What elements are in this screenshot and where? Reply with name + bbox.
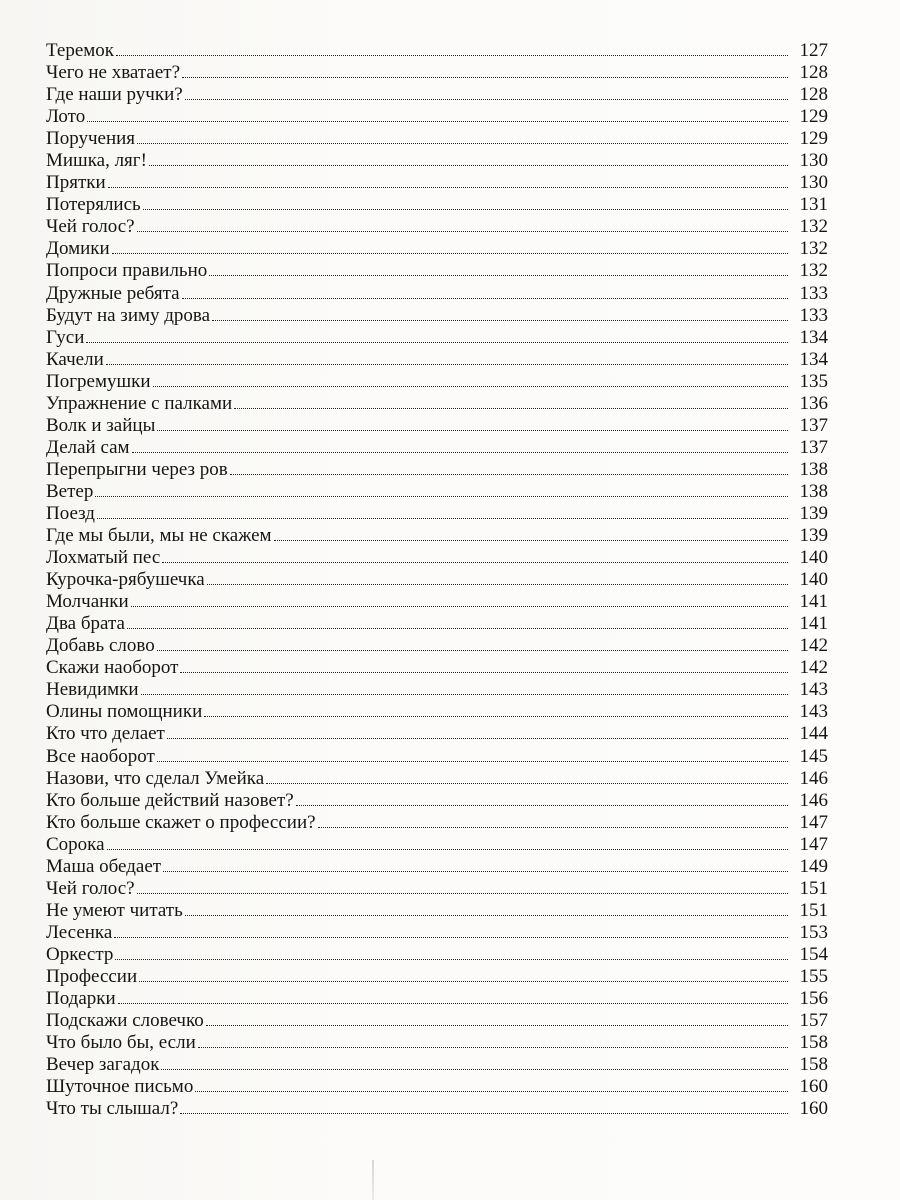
dot-leader bbox=[162, 561, 788, 563]
toc-entry bbox=[46, 635, 828, 657]
toc-entry-title: Что ты слышал? bbox=[46, 1098, 179, 1120]
toc-entry bbox=[46, 238, 828, 260]
toc-entry bbox=[46, 283, 828, 305]
toc-entry-page-number: 128 bbox=[799, 62, 828, 84]
toc-entry bbox=[46, 922, 828, 944]
dot-leader bbox=[127, 627, 788, 629]
toc-entry bbox=[46, 481, 828, 503]
toc-entry-title: Шуточное письмо bbox=[46, 1076, 194, 1098]
toc-entry-page-number: 149 bbox=[799, 855, 828, 877]
dot-leader bbox=[137, 142, 788, 144]
dot-leader bbox=[266, 782, 788, 784]
dot-leader bbox=[149, 164, 788, 166]
dot-leader bbox=[182, 76, 788, 78]
toc-entry-page-number: 133 bbox=[799, 282, 828, 304]
dot-leader bbox=[107, 848, 788, 850]
dot-leader bbox=[87, 120, 788, 122]
toc-entry bbox=[46, 768, 828, 790]
dot-leader bbox=[86, 341, 788, 343]
toc-entry bbox=[46, 128, 828, 150]
toc-entry-title: Качели bbox=[46, 348, 104, 370]
dot-leader bbox=[318, 826, 788, 828]
dot-leader bbox=[234, 407, 788, 409]
toc-entry-page-number: 134 bbox=[799, 326, 828, 348]
toc-entry-title: Делай сам bbox=[46, 436, 130, 458]
toc-entry-title: Перепрыгни через ров bbox=[46, 458, 228, 480]
toc-entry-page-number: 130 bbox=[799, 150, 828, 172]
dot-leader bbox=[230, 473, 788, 475]
toc-entry-page-number: 132 bbox=[799, 238, 828, 260]
toc-entry-title: Теремок bbox=[46, 40, 115, 61]
toc-entry bbox=[46, 900, 828, 922]
toc-entry-title: Где мы были, мы не скажем bbox=[46, 525, 272, 547]
toc-entry bbox=[46, 349, 828, 371]
table-of-contents bbox=[46, 40, 828, 1120]
toc-entry-title: Два брата bbox=[46, 613, 125, 635]
toc-entry-page-number: 147 bbox=[799, 811, 828, 833]
dot-leader bbox=[114, 936, 788, 938]
toc-entry-title: Лото bbox=[46, 106, 86, 128]
toc-entry-page-number: 146 bbox=[799, 767, 828, 789]
toc-entry-title: Прятки bbox=[46, 172, 106, 194]
toc-entry bbox=[46, 591, 828, 613]
toc-entry bbox=[46, 503, 828, 525]
toc-entry bbox=[46, 194, 828, 216]
toc-entry-page-number: 127 bbox=[799, 40, 828, 61]
toc-entry-title: Упражнение с палками bbox=[46, 392, 233, 414]
toc-entry-page-number: 153 bbox=[799, 921, 828, 943]
dot-leader bbox=[116, 54, 788, 56]
toc-entry bbox=[46, 415, 828, 437]
dot-leader bbox=[153, 385, 789, 387]
toc-entry bbox=[46, 40, 828, 62]
dot-leader bbox=[204, 715, 788, 717]
toc-entry-page-number: 160 bbox=[799, 1076, 828, 1098]
toc-entry bbox=[46, 437, 828, 459]
toc-entry bbox=[46, 723, 828, 745]
dot-leader bbox=[143, 208, 788, 210]
toc-entry-page-number: 156 bbox=[799, 988, 828, 1010]
toc-entry bbox=[46, 966, 828, 988]
toc-entry-title: Поручения bbox=[46, 128, 136, 150]
toc-entry bbox=[46, 1076, 828, 1098]
dot-leader bbox=[198, 1046, 788, 1048]
dot-leader bbox=[108, 186, 788, 188]
toc-entry-title: Волк и зайцы bbox=[46, 414, 156, 436]
toc-entry-page-number: 147 bbox=[799, 833, 828, 855]
toc-entry-page-number: 158 bbox=[799, 1032, 828, 1054]
toc-entry bbox=[46, 1032, 828, 1054]
toc-entry-title: Попроси правильно bbox=[46, 260, 208, 282]
toc-entry-title: Дружные ребята bbox=[46, 282, 180, 304]
toc-entry-page-number: 141 bbox=[799, 591, 828, 613]
dot-leader bbox=[132, 451, 788, 453]
toc-entry-title: Поезд bbox=[46, 502, 95, 524]
toc-entry bbox=[46, 1054, 828, 1076]
dot-leader bbox=[139, 980, 788, 982]
toc-entry-title: Мишка, ляг! bbox=[46, 150, 147, 172]
dot-leader bbox=[209, 274, 788, 276]
toc-entry-page-number: 135 bbox=[799, 370, 828, 392]
dot-leader bbox=[137, 230, 788, 232]
toc-entry-page-number: 140 bbox=[799, 547, 828, 569]
toc-entry bbox=[46, 327, 828, 349]
dot-leader bbox=[185, 914, 788, 916]
toc-entry bbox=[46, 790, 828, 812]
toc-entry-page-number: 151 bbox=[799, 877, 828, 899]
toc-entry bbox=[46, 1010, 828, 1032]
toc-entry bbox=[46, 834, 828, 856]
toc-entry bbox=[46, 84, 828, 106]
toc-entry-title: Кто больше скажет о профессии? bbox=[46, 811, 316, 833]
toc-entry bbox=[46, 106, 828, 128]
toc-entry-title: Погремушки bbox=[46, 370, 151, 392]
toc-entry-title: Будут на зиму дрова bbox=[46, 304, 211, 326]
dot-leader bbox=[131, 605, 788, 607]
toc-entry-page-number: 144 bbox=[799, 723, 828, 745]
toc-entry-title: Не умеют читать bbox=[46, 899, 183, 921]
toc-entry-page-number: 138 bbox=[799, 480, 828, 502]
toc-entry-page-number: 129 bbox=[799, 106, 828, 128]
toc-entry-page-number: 133 bbox=[799, 304, 828, 326]
toc-entry bbox=[46, 393, 828, 415]
toc-entry bbox=[46, 878, 828, 900]
dot-leader bbox=[115, 958, 788, 960]
toc-entry-title: Маша обедает bbox=[46, 855, 162, 877]
page-fold-mark bbox=[372, 1160, 374, 1200]
toc-entry-page-number: 143 bbox=[799, 679, 828, 701]
toc-entry bbox=[46, 569, 828, 591]
dot-leader bbox=[106, 363, 788, 365]
toc-entry-page-number: 139 bbox=[799, 525, 828, 547]
toc-entry-page-number: 142 bbox=[799, 635, 828, 657]
toc-entry-title: Кто что делает bbox=[46, 723, 165, 745]
toc-entry-page-number: 139 bbox=[799, 502, 828, 524]
toc-entry bbox=[46, 62, 828, 84]
toc-entry-page-number: 154 bbox=[799, 943, 828, 965]
toc-entry bbox=[46, 657, 828, 679]
dot-leader bbox=[137, 892, 788, 894]
toc-entry-title: Сорока bbox=[46, 833, 105, 855]
toc-entry-title: Вечер загадок bbox=[46, 1054, 160, 1076]
dot-leader bbox=[97, 517, 788, 519]
dot-leader bbox=[163, 870, 788, 872]
toc-entry-page-number: 158 bbox=[799, 1054, 828, 1076]
toc-entry bbox=[46, 988, 828, 1010]
toc-entry-page-number: 132 bbox=[799, 260, 828, 282]
dot-leader bbox=[95, 495, 788, 497]
dot-leader bbox=[157, 429, 788, 431]
toc-entry bbox=[46, 812, 828, 834]
toc-entry-page-number: 151 bbox=[799, 899, 828, 921]
dot-leader bbox=[141, 693, 788, 695]
toc-entry-title: Ветер bbox=[46, 480, 94, 502]
dot-leader bbox=[207, 583, 788, 585]
dot-leader bbox=[206, 1024, 788, 1026]
toc-entry bbox=[46, 371, 828, 393]
toc-entry-page-number: 140 bbox=[799, 569, 828, 591]
toc-entry-title: Молчанки bbox=[46, 591, 129, 613]
toc-entry-title: Что было бы, если bbox=[46, 1032, 196, 1054]
dot-leader bbox=[161, 1068, 788, 1070]
toc-entry-title: Курочка-рябушечка bbox=[46, 569, 205, 591]
toc-entry-page-number: 143 bbox=[799, 701, 828, 723]
toc-entry-page-number: 137 bbox=[799, 436, 828, 458]
toc-entry bbox=[46, 547, 828, 569]
toc-entry bbox=[46, 172, 828, 194]
dot-leader bbox=[195, 1090, 788, 1092]
toc-entry-title: Назови, что сделал Умейка bbox=[46, 767, 265, 789]
dot-leader bbox=[185, 98, 788, 100]
toc-entry-page-number: 141 bbox=[799, 613, 828, 635]
toc-entry-page-number: 136 bbox=[799, 392, 828, 414]
toc-entry-page-number: 155 bbox=[799, 965, 828, 987]
toc-entry-title: Кто больше действий назовет? bbox=[46, 789, 294, 811]
toc-entry bbox=[46, 1098, 828, 1120]
toc-entry-title: Гуси bbox=[46, 326, 85, 348]
toc-entry-page-number: 138 bbox=[799, 458, 828, 480]
toc-entry-page-number: 160 bbox=[799, 1098, 828, 1120]
toc-entry-title: Олины помощники bbox=[46, 701, 203, 723]
toc-entry-title: Чей голос? bbox=[46, 877, 135, 899]
toc-entry-title: Где наши ручки? bbox=[46, 84, 183, 106]
toc-entry-title: Оркестр bbox=[46, 943, 114, 965]
toc-entry bbox=[46, 701, 828, 723]
dot-leader bbox=[296, 804, 788, 806]
dot-leader bbox=[157, 649, 788, 651]
toc-entry-page-number: 142 bbox=[799, 657, 828, 679]
toc-entry-title: Невидимки bbox=[46, 679, 139, 701]
toc-entry bbox=[46, 216, 828, 238]
toc-entry bbox=[46, 944, 828, 966]
dot-leader bbox=[180, 671, 788, 673]
toc-entry-page-number: 145 bbox=[799, 745, 828, 767]
toc-entry-page-number: 129 bbox=[799, 128, 828, 150]
dot-leader bbox=[118, 1002, 788, 1004]
toc-entry-page-number: 157 bbox=[799, 1010, 828, 1032]
toc-entry bbox=[46, 525, 828, 547]
toc-entry-page-number: 128 bbox=[799, 84, 828, 106]
toc-entry-title: Добавь слово bbox=[46, 635, 155, 657]
toc-entry-title: Все наоборот bbox=[46, 745, 155, 767]
toc-entry-title: Чего не хватает? bbox=[46, 62, 181, 84]
dot-leader bbox=[274, 539, 788, 541]
toc-entry bbox=[46, 150, 828, 172]
toc-entry-title: Подарки bbox=[46, 988, 116, 1010]
dot-leader bbox=[212, 319, 788, 321]
toc-entry-page-number: 146 bbox=[799, 789, 828, 811]
toc-entry-title: Скажи наоборот bbox=[46, 657, 179, 679]
toc-entry-page-number: 132 bbox=[799, 216, 828, 238]
toc-entry-title: Чей голос? bbox=[46, 216, 135, 238]
toc-entry-title: Потерялись bbox=[46, 194, 141, 216]
toc-entry bbox=[46, 613, 828, 635]
toc-entry bbox=[46, 746, 828, 768]
toc-entry bbox=[46, 305, 828, 327]
dot-leader bbox=[180, 1112, 788, 1114]
toc-entry-title: Лесенка bbox=[46, 921, 113, 943]
toc-entry-title: Профессии bbox=[46, 965, 138, 987]
toc-entry bbox=[46, 679, 828, 701]
toc-entry-title: Домики bbox=[46, 238, 110, 260]
dot-leader bbox=[167, 737, 788, 739]
toc-entry-title: Лохматый пес bbox=[46, 547, 161, 569]
dot-leader bbox=[112, 252, 788, 254]
toc-entry-title: Подскажи словечко bbox=[46, 1010, 204, 1032]
toc-entry-page-number: 134 bbox=[799, 348, 828, 370]
toc-entry-page-number: 131 bbox=[799, 194, 828, 216]
dot-leader bbox=[182, 297, 788, 299]
toc-entry bbox=[46, 260, 828, 282]
toc-entry-page-number: 130 bbox=[799, 172, 828, 194]
dot-leader bbox=[157, 760, 788, 762]
toc-entry bbox=[46, 856, 828, 878]
toc-entry bbox=[46, 459, 828, 481]
toc-entry-page-number: 137 bbox=[799, 414, 828, 436]
